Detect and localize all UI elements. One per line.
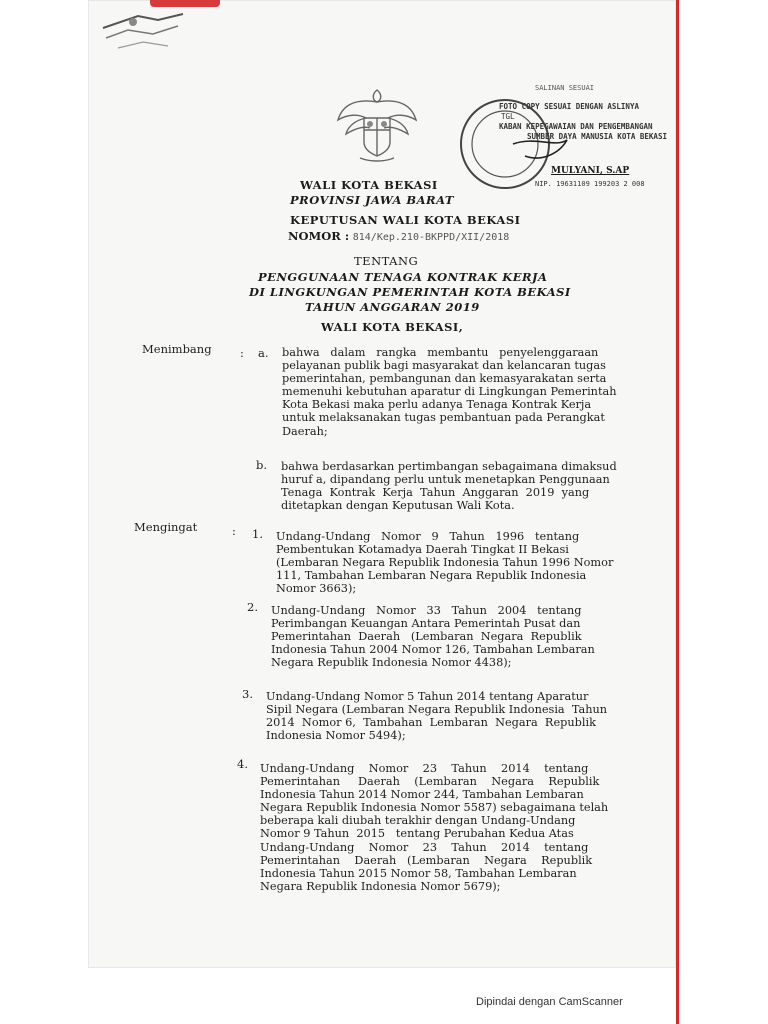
issuer-name: WALI KOTA BEKASI, [321, 320, 464, 334]
subject-line-3: TAHUN ANGGARAN 2019 [305, 300, 480, 314]
decree-number [288, 229, 509, 243]
camscanner-footer: Dipindai dengan CamScanner [476, 996, 623, 1008]
menimbang-colon: : [240, 346, 244, 360]
menimbang-letter-a: a. [258, 346, 269, 360]
stamp-line-2: FOTO COPY SESUAI DENGAN ASLINYA [499, 102, 639, 111]
mengingat-num-4: 4. [237, 757, 248, 771]
red-mark [150, 0, 220, 7]
mengingat-num-3: 3. [242, 687, 253, 701]
decree-title: KEPUTUSAN WALI KOTA BEKASI [290, 213, 521, 227]
mengingat-item-1: Undang-Undang Nomor 9 Tahun 1996 tentang Pembentukan Kotamadya Daerah Tingkat II Bekasi (Lembaran Negara Republik Indonesia Tahun 1996 Nomor 111, Tambahan Lembaran Negara Republik Indonesia Nomor 3663); [276, 530, 614, 596]
mengingat-num-2: 2. [247, 600, 258, 614]
mengingat-num-1: 1. [252, 527, 263, 541]
subject-line-2: DI LINGKUNGAN PEMERINTAH KOTA BEKASI [249, 285, 571, 299]
mengingat-item-4: Undang-Undang Nomor 23 Tahun 2014 tentang Pemerintahan Daerah (Lembaran Negara Republik Indonesia Tahun 2014 Nomor 244, Tambahan Lembaran Negara Republik Indonesia Nomor 5587) sebagaimana telah beberapa kali diubah terakhir dengan Undang-Undang Nomor 9 Tahun 2015 tentang Perubahan Kedua Atas Undang-Undang Nomor 23 Tahun 2014 tentang Pemerintahan Daerah (Lembaran Negara Republik Indonesia Tahun 2015 Nomor 58, Tambahan Lembaran Negara Republik Indonesia Nomor 5679); [260, 762, 609, 893]
stamp-line-5: SUMBER DAYA MANUSIA KOTA BEKASI [527, 132, 667, 141]
garuda-emblem-icon [334, 84, 420, 164]
menimbang-item-a: bahwa dalam rangka membantu penyelenggaraan pelayanan publik bagi masyarakat dan kelancaran tugas pemerintahan, pembangunan dan kemasyarakatan serta memenuhi kebutuhan aparatur di Lingkungan Pemerintah Kota Bekasi maka perlu adanya Tenaga Kontrak Kerja untuk melaksanakan tugas pembantuan pada Perangkat Daerah; [282, 346, 617, 438]
stamp-line-1: SALINAN SESUAI [535, 84, 595, 92]
mengingat-label: Mengingat [134, 520, 198, 534]
stamp-line-4: KABAN KEPEGAWAIAN DAN PENGEMBANGAN [499, 122, 653, 131]
mengingat-item-3: Undang-Undang Nomor 5 Tahun 2014 tentang Aparatur Sipil Negara (Lembaran Negara Republik Indonesia Tahun 2014 Nomor 6, Tambahan Lembaran Negara Republik Indonesia Nomor 5494); [266, 690, 608, 743]
red-edge-line [676, 0, 679, 1024]
stamp-nip: NIP. 19631109 199203 2 008 [535, 180, 645, 188]
menimbang-item-b: bahwa berdasarkan pertimbangan sebagaimana dimaksud huruf a, dipandang perlu untuk menetapkan Penggunaan Tenaga Kontrak Kerja Tahun Anggaran 2019 yang ditetapkan dengan Keputusan Wali Kota. [281, 460, 617, 513]
corner-smudge [98, 8, 188, 58]
mengingat-item-2: Undang-Undang Nomor 33 Tahun 2004 tentang Perimbangan Keuangan Antara Pemerintah Pusat dan Pemerintahan Daerah (Lembaran Negara Republik Indonesia Tahun 2004 Nomor 126, Tambahan Lembaran Negara Republik Indonesia Nomor 4438); [271, 604, 595, 670]
tentang-heading: TENTANG [354, 254, 419, 268]
decree-number-value: 814/Kep.210-BKPPD/XII/2018 [352, 232, 510, 243]
stamp-line-3: TGL [501, 112, 515, 121]
official-stamp [455, 84, 667, 200]
menimbang-letter-b: b. [256, 458, 268, 472]
header-line-2: PROVINSI JAWA BARAT [290, 193, 454, 207]
menimbang-label: Menimbang [142, 342, 212, 356]
header-line-1: WALI KOTA BEKASI [300, 178, 438, 192]
stamp-name: MULYANI, S.AP [551, 166, 630, 176]
subject-line-1: PENGGUNAAN TENAGA KONTRAK KERJA [258, 270, 548, 284]
decree-number-label: NOMOR : [288, 229, 350, 243]
mengingat-colon: : [232, 524, 236, 538]
